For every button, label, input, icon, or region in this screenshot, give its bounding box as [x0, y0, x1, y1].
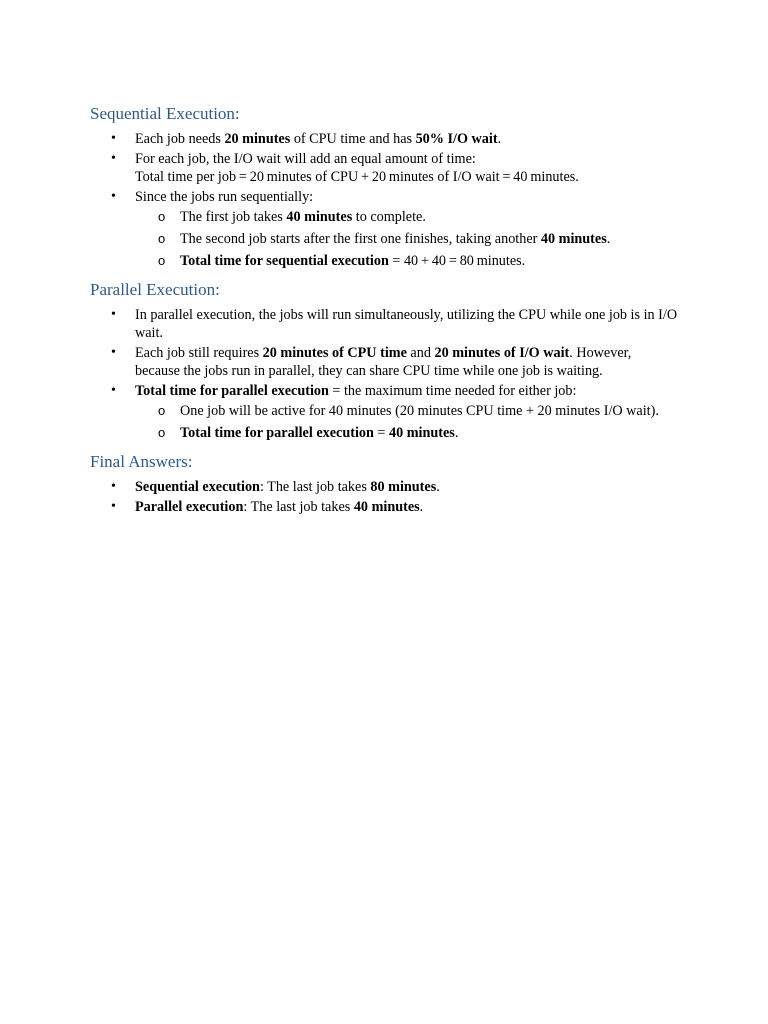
list-item [111, 498, 678, 516]
bullet-icon: • [111, 499, 116, 514]
text-run: . [497, 131, 502, 147]
list-item [111, 478, 678, 496]
bullet-icon: • [111, 151, 116, 166]
text-run: . [454, 425, 459, 441]
sub-list-item [158, 252, 678, 270]
text-run: . [436, 479, 440, 495]
circle-bullet-icon: o [158, 425, 166, 440]
bullet-list [90, 130, 678, 270]
circle-bullet-icon: o [158, 209, 166, 224]
text-run: = [373, 425, 389, 441]
list-item [111, 382, 678, 442]
text-run: One job will be active for 40 minutes (20 minutes CPU time + 20 minutes I/O wait). [180, 403, 659, 419]
section-heading: Final Answers: [90, 452, 193, 471]
bullet-icon: • [111, 131, 116, 146]
bold-text: 40 minutes [286, 209, 353, 225]
bold-text: 20 minutes [224, 131, 291, 147]
list-item [111, 150, 678, 186]
sub-list-item [158, 402, 678, 420]
text-run: and [406, 345, 435, 361]
list-item [111, 306, 678, 342]
bold-text: Parallel execution [135, 499, 244, 515]
text-run: . [419, 499, 424, 515]
sub-bullet-list [135, 208, 678, 270]
circle-bullet-icon: o [158, 403, 166, 418]
text-run: The first job takes [180, 209, 287, 225]
bold-text: 80 minutes [370, 479, 437, 495]
text-run: : The last job takes [243, 499, 354, 515]
bold-text: Total time for parallel execution [135, 383, 329, 399]
text-run: of CPU time and has [290, 131, 416, 147]
bold-text: 50% I/O wait [415, 131, 498, 147]
bold-text: 20 minutes of CPU time [262, 345, 407, 361]
sub-list-item [158, 230, 678, 248]
circle-bullet-icon: o [158, 231, 166, 246]
text-run: Each job still requires [135, 345, 263, 361]
bullet-list [90, 306, 678, 442]
circle-bullet-icon: o [158, 253, 166, 268]
bold-text: Total time for sequential execution [180, 253, 389, 269]
bold-text: Total time for parallel execution [180, 425, 374, 441]
text-run: The second job starts after the first one finishes, taking another [180, 231, 541, 247]
bold-text: Sequential execution [135, 479, 260, 495]
text-run: . However, because the jobs run in parallel, they can share CPU time while one job is waiting. [135, 345, 632, 379]
sub-list-item [158, 208, 678, 226]
bold-text: 20 minutes of I/O wait [434, 345, 570, 361]
text-run: = the maximum time needed for either job: [328, 383, 577, 399]
text-run: = 40 + 40 = 80 minutes. [388, 253, 526, 269]
text-run: Since the jobs run sequentially: [135, 189, 314, 205]
bold-text: 40 minutes [388, 425, 455, 441]
bullet-icon: • [111, 383, 116, 398]
sub-list-item [158, 424, 678, 442]
bullet-icon: • [111, 189, 116, 204]
bullet-icon: • [111, 479, 116, 494]
section-heading: Parallel Execution: [90, 280, 220, 299]
list-item [111, 130, 678, 148]
bullet-icon: • [111, 345, 116, 360]
text-run: : The last job takes [259, 479, 371, 495]
list-item [111, 344, 678, 380]
section-heading: Sequential Execution: [90, 104, 240, 123]
bold-text: 40 minutes [540, 231, 607, 247]
text-run: . [606, 231, 611, 247]
bullet-icon: • [111, 307, 116, 322]
text-run: to complete. [352, 209, 426, 225]
text-run: In parallel execution, the jobs will run simultaneously, utilizing the CPU while one job is in I/O wait. [135, 307, 678, 341]
sub-bullet-list [135, 402, 678, 442]
list-item [111, 188, 678, 270]
formula-line: Total time per job = 20 minutes of CPU + 20 minutes of I/O wait = 40 minutes. [135, 169, 579, 185]
text-run: Each job needs [135, 131, 225, 147]
bullet-list [90, 478, 678, 516]
text-run: For each job, the I/O wait will add an equal amount of time: [135, 151, 476, 167]
bold-text: 40 minutes [353, 499, 420, 515]
